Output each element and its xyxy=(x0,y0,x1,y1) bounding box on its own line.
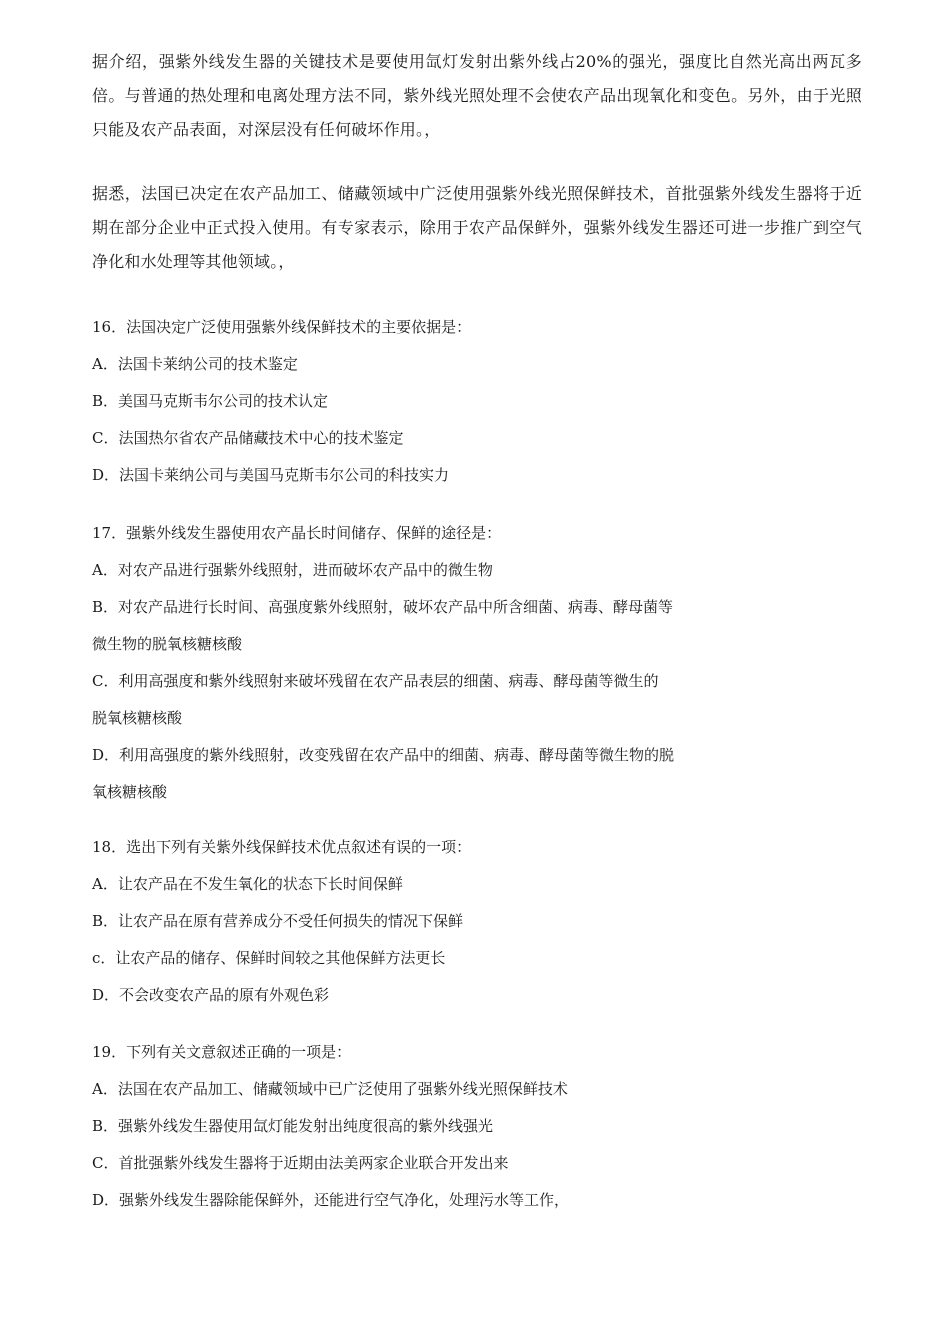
option-c: c．让农产品的储存、保鲜时间较之其他保鲜方法更长 xyxy=(92,949,446,967)
question-stem: 19．下列有关文意叙述正确的一项是： xyxy=(92,1043,352,1061)
option-b: B．对农产品进行长时间、高强度紫外线照射，破坏农产品中所含细菌、病毒、酵母菌等 xyxy=(92,598,674,616)
passage-paragraph-2: 据悉，法国已决定在农产品加工、储藏领域中广泛使用强紫外线光照保鲜技术，首批强紫外线发生器将于近期在部分企业中正式投入使用。有专家表示，除用于农产品保鲜外，强紫外线发生器还可进一步推广到空气净化和水处理等其他领域。， xyxy=(92,184,862,271)
option-c: C．利用高强度和紫外线照射来破坏残留在农产品表层的细菌、病毒、酵母菌等微生的 xyxy=(92,672,659,690)
passage-paragraph-1: 据介绍，强紫外线发生器的关键技术是要使用氙灯发射出紫外线占20%的强光，强度比自然光高出两瓦多倍。与普通的热处理和电离处理方法不同，紫外线光照处理不会使农产品出现氧化和变色。另外，由于光照只能及农产品表面，对深层没有任何破坏作用。， xyxy=(92,52,862,139)
question-stem: 17．强紫外线发生器使用农产晶长时间储存、保鲜的途径是： xyxy=(92,524,502,542)
option-c-continued: 脱氧核糖核酸 xyxy=(92,709,183,727)
question-stem: 18．选出下列有关紫外线保鲜技术优点叙述有误的一项： xyxy=(92,838,472,856)
option-c: C．首批强紫外线发生器将于近期由法美两家企业联合开发出来 xyxy=(92,1154,509,1172)
option-d-continued: 氧核糖核酸 xyxy=(92,783,168,801)
option-d: D．法国卡莱纳公司与美国马克斯韦尔公司的科技实力 xyxy=(92,466,450,484)
option-b-continued: 微生物的脱氧核糖核酸 xyxy=(92,635,243,653)
question-16 xyxy=(92,309,872,494)
option-d: D．不会改变农产品的原有外观色彩 xyxy=(92,986,330,1004)
question-17 xyxy=(92,515,872,811)
option-b: B．让农产品在原有营养成分不受任何损失的情况下保鲜 xyxy=(92,912,464,930)
question-18 xyxy=(92,829,872,1014)
option-a: A．让农产品在不发生氧化的状态下长时间保鲜 xyxy=(92,875,403,893)
option-b: B．美国马克斯韦尔公司的技术认定 xyxy=(92,392,329,410)
option-d: D．利用高强度的紫外线照射，改变残留在农产品中的细菌、病毒、酵母菌等微生物的脱 xyxy=(92,746,675,764)
option-c: C．法国热尔省农产品储藏技术中心的技术鉴定 xyxy=(92,429,404,447)
option-a: A．法国卡莱纳公司的技术鉴定 xyxy=(92,355,298,373)
option-b: B．强紫外线发生器使用氙灯能发射出纯度很高的紫外线强光 xyxy=(92,1117,494,1135)
question-stem: 16．法国决定广泛使用强紫外线保鲜技术的主要依据是： xyxy=(92,318,472,336)
question-19 xyxy=(92,1034,872,1219)
option-a: A．法国在农产品加工、储藏领域中已广泛使用了强紫外线光照保鲜技术 xyxy=(92,1080,568,1098)
option-a: A．对农产品进行强紫外线照射，进而破坏农产品中的微生物 xyxy=(92,561,493,579)
option-d: D．强紫外线发生器除能保鲜外，还能进行空气净化，处理污水等工作， xyxy=(92,1191,570,1209)
